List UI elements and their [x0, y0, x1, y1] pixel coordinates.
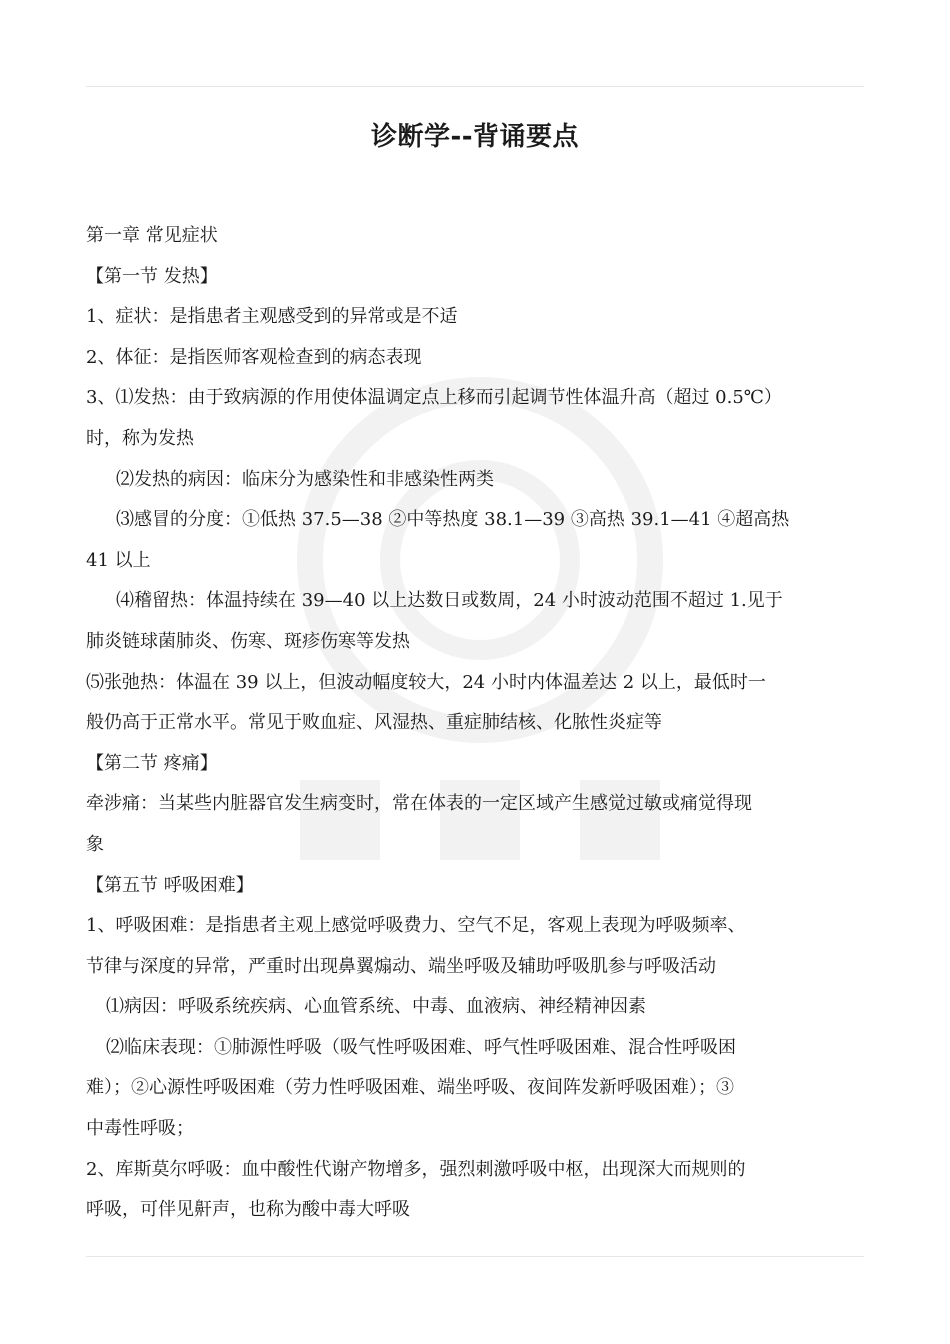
body-line: 象 [86, 833, 104, 855]
body-line: ⑷稽留热：体温持续在 39—40 以上达数日或数周，24 小时波动范围不超过 1.见于 [116, 590, 783, 612]
body-line: ⑶感冒的分度：①低热 37.5—38 ②中等热度 38.1—39 ③高热 39.1—41 ④超高热 [116, 509, 790, 531]
body-line: 呼吸，可伴见鼾声，也称为酸中毒大呼吸 [86, 1199, 410, 1221]
page-title: 诊断学--背诵要点 [370, 122, 580, 152]
section-heading: 【第一节 发热】 [86, 265, 218, 287]
body-line: 41 以上 [86, 549, 151, 571]
body-line: 牵涉痛：当某些内脏器官发生病变时，常在体表的一定区域产生感觉过敏或痛觉得现 [86, 793, 752, 815]
footer-rule [86, 1256, 864, 1257]
body-line: ⑵临床表现：①肺源性呼吸（吸气性呼吸困难、呼气性呼吸困难、混合性呼吸困 [106, 1036, 736, 1058]
chapter-heading: 第一章 常见症状 [86, 225, 218, 246]
document-body [86, 216, 876, 1231]
header-rule [86, 86, 864, 87]
body-line: 2、库斯莫尔呼吸：血中酸性代谢产物增多，强烈刺激呼吸中枢，出现深大而规则的 [86, 1158, 746, 1180]
body-line: 2、体征：是指医师客观检查到的病态表现 [86, 346, 422, 368]
body-line: 1、症状：是指患者主观感受到的异常或是不适 [86, 306, 458, 328]
body-line: 1、呼吸困难：是指患者主观上感觉呼吸费力、空气不足，客观上表现为呼吸频率、 [86, 915, 746, 937]
body-line: 节律与深度的异常，严重时出现鼻翼煽动、端坐呼吸及辅助呼吸肌参与呼吸活动 [86, 955, 716, 977]
body-line: 肺炎链球菌肺炎、伤寒、斑疹伤寒等发热 [86, 630, 410, 652]
body-line: ⑴病因：呼吸系统疾病、心血管系统、中毒、血液病、神经精神因素 [106, 996, 646, 1018]
body-line: 3、⑴发热：由于致病源的作用使体温调定点上移而引起调节性体温升高（超过 0.5℃） [86, 387, 782, 409]
body-line: ⑵发热的病因：临床分为感染性和非感染性两类 [116, 468, 494, 490]
section-heading: 【第二节 疼痛】 [86, 752, 218, 774]
body-line: 时，称为发热 [86, 427, 194, 449]
body-line: 难）；②心源性呼吸困难（劳力性呼吸困难、端坐呼吸、夜间阵发新呼吸困难）；③ [86, 1077, 734, 1099]
body-line: 中毒性呼吸； [86, 1118, 194, 1140]
body-line: ⑸张弛热：体温在 39 以上，但波动幅度较大，24 小时内体温差达 2 以上，最低时一 [86, 671, 766, 693]
section-heading: 【第五节 呼吸困难】 [86, 874, 254, 896]
body-line: 般仍高于正常水平。常见于败血症、风湿热、重症肺结核、化脓性炎症等 [86, 712, 662, 734]
